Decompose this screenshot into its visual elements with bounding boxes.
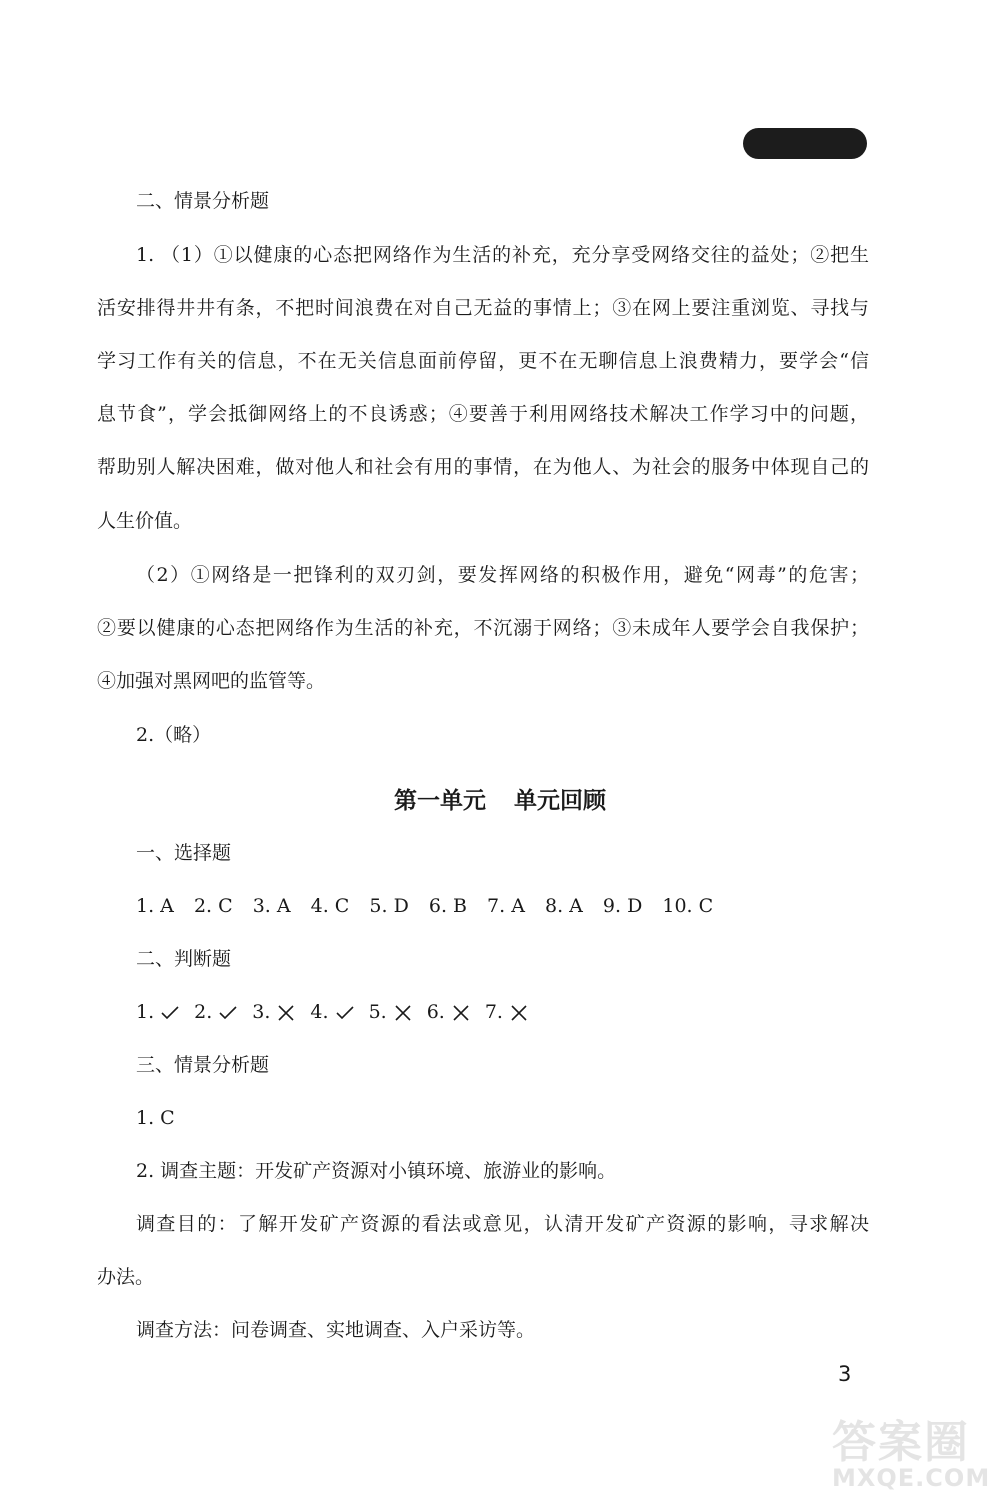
cross-mark-icon: [393, 1004, 413, 1022]
paragraph-line: 调查方法：问卷调查、实地调查、入户采访等。: [136, 1319, 536, 1341]
judge-number: 7.: [484, 1001, 503, 1023]
judge-answer: [427, 1000, 471, 1024]
choice-answers: [136, 894, 727, 918]
paragraph-line: 办法。: [97, 1266, 155, 1288]
judge-number: 6.: [426, 1001, 445, 1023]
answer-line: 1. C: [136, 1107, 175, 1129]
unit-heading: [0, 782, 1000, 815]
choice-answer: 8. A: [544, 895, 583, 917]
cross-mark-icon: [451, 1004, 471, 1022]
judge-number: 1.: [136, 1001, 155, 1023]
paragraph-line: ④加强对黑网吧的监管等。: [97, 670, 326, 692]
paragraph-line: 1. （1）①以健康的心态把网络作为生活的补充，充分享受网络交往的益处；②把生: [136, 244, 869, 266]
cross-mark-icon: [276, 1004, 296, 1022]
judge-answer: [194, 1000, 238, 1024]
section-title: 三、情景分析题: [136, 1054, 270, 1076]
answer-line: 2.（略）: [136, 724, 212, 746]
choice-answer: 6. B: [428, 895, 467, 917]
choice-answer: 4. C: [310, 895, 350, 917]
paragraph-line: 人生价值。: [97, 510, 193, 532]
unit-heading-part1: 第一单元: [394, 788, 486, 814]
choice-answer: 2. C: [193, 895, 233, 917]
check-mark-icon: [335, 1004, 355, 1022]
unit-heading-part2: 单元回顾: [514, 788, 606, 814]
judge-number: 2.: [194, 1001, 213, 1023]
section-title: 一、选择题: [136, 842, 232, 864]
choice-answer: 10. C: [662, 895, 714, 917]
judge-answer: [369, 1000, 413, 1024]
header-tab-decoration: [743, 128, 867, 159]
judge-answers: [136, 1000, 543, 1024]
watermark-logo: [832, 1406, 992, 1498]
choice-answer: 3. A: [252, 895, 291, 917]
judge-answer: [252, 1000, 296, 1024]
judge-number: 4.: [310, 1001, 329, 1023]
choice-answer: 9. D: [602, 895, 643, 917]
paragraph-line: 活安排得井井有条，不把时间浪费在对自己无益的事情上；③在网上要注重浏览、寻找与: [97, 297, 869, 319]
paragraph-line: （2）①网络是一把锋利的双刃剑，要发挥网络的积极作用，避免“网毒”的危害；: [136, 564, 869, 586]
choice-answer: 7. A: [487, 895, 525, 917]
judge-answer: [136, 1000, 180, 1024]
paragraph-line: 息节食”，学会抵御网络上的不良诱惑；④要善于利用网络技术解决工作学习中的问题，: [97, 403, 869, 425]
paragraph-line: 调查目的：了解开发矿产资源的看法或意见，认清开发矿产资源的影响，寻求解决: [136, 1213, 869, 1235]
answer-line: 2. 调查主题：开发矿产资源对小镇环境、旅游业的影响。: [136, 1160, 617, 1182]
paragraph-line: ②要以健康的心态把网络作为生活的补充，不沉溺于网络；③未成年人要学会自我保护；: [97, 617, 869, 639]
section-title: 二、判断题: [136, 948, 232, 970]
section-title: 二、情景分析题: [136, 190, 270, 212]
judge-answer: [485, 1000, 529, 1024]
choice-answer: 5. D: [369, 895, 409, 917]
page-number: 3: [838, 1362, 852, 1386]
paragraph-line: 学习工作有关的信息，不在无关信息面前停留，更不在无聊信息上浪费精力，要学会“信: [97, 350, 869, 372]
watermark-line2: MXQE.COM: [832, 1464, 991, 1492]
judge-answer: [310, 1000, 354, 1024]
cross-mark-icon: [509, 1004, 529, 1022]
paragraph-line: 帮助别人解决困难，做对他人和社会有用的事情，在为他人、为社会的服务中体现自己的: [97, 456, 869, 478]
judge-number: 5.: [368, 1001, 387, 1023]
check-mark-icon: [160, 1004, 180, 1022]
choice-answer: 1. A: [136, 895, 174, 917]
check-mark-icon: [218, 1004, 238, 1022]
watermark-line1: 答案圈: [832, 1417, 970, 1468]
judge-number: 3.: [252, 1001, 271, 1023]
